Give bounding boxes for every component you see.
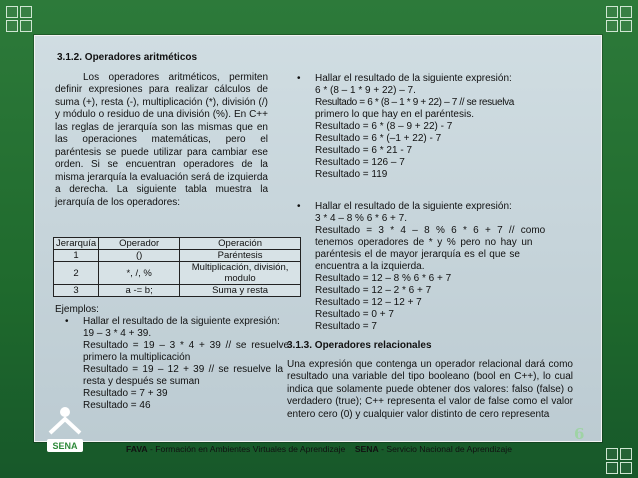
example2-line: Resultado = 119	[315, 169, 388, 180]
example3-line: Resultado = 12 – 12 + 7	[315, 297, 422, 308]
example3-line: encuentra a la izquierda.	[315, 261, 425, 272]
logo-text: SENA	[52, 441, 78, 451]
table-header-cell: Operación	[180, 238, 301, 250]
table-cell: a -= b;	[99, 285, 180, 297]
table-cell: 1	[54, 250, 99, 262]
relational-paragraph: Una expresión que contenga un operador relacional dará como resultado una variable del tipo booleano (bool en C++), lo cual indica que solamente puede obtener dos valores: falso (false) o verdadero (true); C++ representa el valor de false como el valor entero cero (0) y cualquier valor distinto de cero representa	[287, 359, 573, 420]
deco-square	[20, 20, 32, 32]
example3-line: Resultado = 12 – 8 % 6 * 6 + 7	[315, 273, 452, 284]
bullet-icon: •	[297, 201, 301, 212]
example2-line: 6 * (8 – 1 * 9 + 22) – 7.	[315, 85, 416, 96]
table-row	[54, 250, 301, 262]
example2-line: Hallar el resultado de la siguiente expresión:	[315, 73, 512, 84]
example3-line: Resultado = 3 * 4 – 8 % 6 * 6 + 7 // como	[315, 225, 546, 236]
example1-line: 19 – 3 * 4 + 39.	[83, 328, 152, 339]
deco-square	[606, 462, 618, 474]
content-panel	[34, 35, 602, 442]
example1-line: Resultado = 19 – 12 + 39 // se resuelve la	[83, 364, 284, 375]
deco-square	[620, 20, 632, 32]
example1-line: Resultado = 7 + 39	[83, 388, 168, 399]
example2-line: Resultado = 6 * (8 – 1 * 9 + 22) – 7 // se resuelva	[315, 97, 514, 108]
example1-line: Resultado = 46	[83, 400, 151, 411]
example3-line: tenemos operadores de * y % pero no hay un	[315, 237, 533, 248]
example3-line: Resultado = 0 + 7	[315, 309, 394, 320]
table-cell: 2	[54, 262, 99, 285]
example3-line: Resultado = 12 – 2 * 6 + 7	[315, 285, 432, 296]
example3-line: Hallar el resultado de la siguiente expresión:	[315, 201, 512, 212]
example3-line: 3 * 4 – 8 % 6 * 6 + 7.	[315, 213, 408, 224]
footer-fava-text: - Formación en Ambientes Virtuales de Aprendizaje	[147, 444, 346, 454]
table-cell: ()	[99, 250, 180, 262]
page-number: 6	[574, 425, 585, 443]
section-title: 3.1.2. Operadores aritméticos	[57, 52, 198, 63]
deco-square	[20, 6, 32, 18]
table-cell: Suma y resta	[180, 285, 301, 297]
operators-table	[53, 237, 301, 297]
example2-line: Resultado = 6 * (8 – 9 + 22) - 7	[315, 121, 453, 132]
footer-fava-bold: FAVA	[126, 444, 148, 454]
footer-sena-bold: SENA	[354, 444, 379, 454]
table-header-row	[54, 238, 301, 250]
table-row	[54, 262, 301, 285]
deco-square	[620, 462, 632, 474]
table-cell: 3	[54, 285, 99, 297]
example1-line: Resultado = 19 – 3 * 4 + 39 // se resuelve	[83, 340, 290, 351]
section2-title: 3.1.3. Operadores relacionales	[287, 340, 432, 351]
footer	[0, 444, 638, 454]
deco-square	[606, 20, 618, 32]
table-header-cell: Jerarquía	[54, 238, 99, 250]
deco-square	[620, 6, 632, 18]
table-cell: Paréntesis	[180, 250, 301, 262]
intro-paragraph: Los operadores aritméticos, permiten definir expresiones para realizar cálculos de suma (+), resta (-), multiplicación (*), división (/) y módulo o residuo de una división (%). En C++ las reglas de jerarquía son las mismas que en las operaciones matemáticas, pero el paréntesis se puede utilizar para cambiar ese orden. Si se encuentran operadores de la misma jerarquía la evaluación será de izquierda a derecha. La siguiente tabla muestra la jerarquía de los operadores:	[55, 72, 268, 208]
deco-square	[6, 6, 18, 18]
bullet-icon: •	[65, 316, 69, 327]
example2-line: Resultado = 6 * (–1 + 22) - 7	[315, 133, 442, 144]
table-row	[54, 285, 301, 297]
table-header-cell: Operador	[99, 238, 180, 250]
example3-line: Resultado = 7	[315, 321, 377, 332]
footer-sena-text: - Servicio Nacional de Aprendizaje	[378, 444, 512, 454]
deco-square	[6, 20, 18, 32]
deco-square	[606, 6, 618, 18]
examples-label: Ejemplos:	[55, 304, 99, 315]
example1-line: Hallar el resultado de la siguiente expresión:	[83, 316, 280, 327]
table-cell: Multiplicación, división, modulo	[180, 262, 301, 285]
example2-line: Resultado = 126 – 7	[315, 157, 405, 168]
example3-line: paréntesis el de mayor jerarquía es el que se	[315, 249, 520, 260]
example1-line: primero la multiplicación	[83, 352, 191, 363]
bullet-icon: •	[297, 73, 301, 84]
table-cell: *, /, %	[99, 262, 180, 285]
example1-line: resta y después se suman	[83, 376, 200, 387]
example2-line: Resultado = 6 * 21 - 7	[315, 145, 413, 156]
example2-line: primero lo que hay en el paréntesis.	[315, 109, 474, 120]
